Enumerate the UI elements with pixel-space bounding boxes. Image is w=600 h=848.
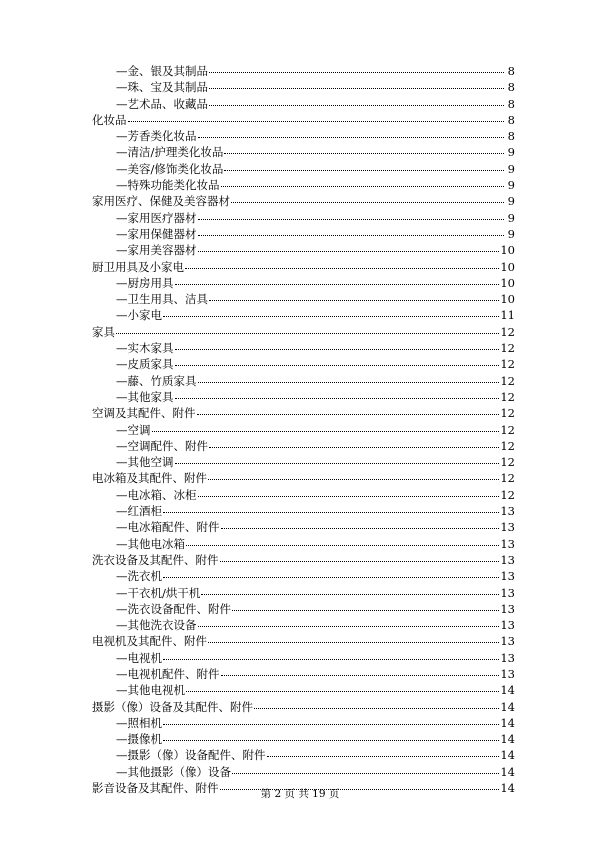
table-of-contents: [92, 63, 515, 796]
dot-leader: [220, 552, 500, 562]
toc-entry-page-number: 8: [507, 129, 515, 144]
toc-entry-page-number: 10: [500, 259, 515, 274]
toc-entry-page-number: 9: [507, 210, 515, 225]
dot-leader: [198, 617, 500, 627]
toc-entry-title: 摄影（像）设备及其配件、附件: [92, 699, 253, 714]
toc-entry-page-number: 9: [507, 145, 515, 160]
dot-leader: [185, 259, 499, 269]
toc-entry-page-number: 12: [500, 389, 515, 404]
dot-leader: [209, 63, 504, 73]
toc-entry-page-number: 14: [500, 699, 515, 714]
dot-leader: [198, 128, 505, 138]
dot-leader: [152, 422, 500, 432]
dot-leader: [232, 601, 499, 611]
toc-entry-subsection[interactable]: [92, 96, 515, 112]
toc-entry-subsection[interactable]: [92, 731, 515, 747]
toc-entry-title: 空调及其配件、附件: [92, 406, 196, 421]
toc-entry-title: 家用医疗、保健及美容器材: [92, 194, 230, 209]
toc-entry-subsection[interactable]: [92, 650, 515, 666]
toc-entry-title: —干衣机/烘干机: [116, 585, 201, 600]
toc-entry-title: —其他家具: [116, 389, 174, 404]
toc-entry-title: —特殊功能类化妆品: [116, 178, 220, 193]
toc-entry-subsection[interactable]: [92, 307, 515, 323]
toc-entry-subsection[interactable]: [92, 210, 515, 226]
toc-entry-page-number: 10: [500, 243, 515, 258]
toc-entry-title: —实木家具: [116, 341, 174, 356]
toc-entry-subsection[interactable]: [92, 275, 515, 291]
dot-leader: [186, 682, 499, 692]
toc-entry-title: —芳香类化妆品: [116, 129, 197, 144]
toc-entry-page-number: 9: [507, 161, 515, 176]
toc-entry-page-number: 13: [500, 601, 515, 616]
toc-entry-subsection[interactable]: [92, 438, 515, 454]
toc-entry-title: —其他空调: [116, 455, 174, 470]
toc-entry-page-number: 12: [500, 487, 515, 502]
toc-entry-subsection[interactable]: [92, 601, 515, 617]
toc-entry-section[interactable]: [92, 552, 515, 568]
dot-leader: [221, 177, 505, 187]
toc-entry-title: —红酒柜: [116, 504, 162, 519]
dot-leader: [198, 487, 500, 497]
toc-entry-page-number: 8: [507, 80, 515, 95]
dot-leader: [198, 210, 505, 220]
dot-leader: [198, 242, 500, 252]
toc-entry-subsection[interactable]: [92, 568, 515, 584]
toc-entry-subsection[interactable]: [92, 128, 515, 144]
dot-leader: [209, 96, 504, 106]
toc-entry-page-number: 12: [500, 422, 515, 437]
toc-entry-subsection[interactable]: [92, 144, 515, 160]
toc-entry-subsection[interactable]: [92, 519, 515, 535]
toc-entry-title: 电视机及其配件、附件: [92, 634, 207, 649]
toc-entry-page-number: 10: [500, 292, 515, 307]
toc-entry-title: —厨房用具: [116, 275, 174, 290]
toc-entry-page-number: 14: [500, 683, 515, 698]
toc-entry-title: —藤、竹质家具: [116, 373, 197, 388]
dot-leader: [163, 715, 499, 725]
toc-entry-subsection[interactable]: [92, 242, 515, 258]
dot-leader: [221, 519, 500, 529]
toc-entry-section[interactable]: [92, 633, 515, 649]
dot-leader: [175, 389, 500, 399]
dot-leader: [208, 633, 499, 643]
toc-entry-page-number: 8: [507, 64, 515, 78]
toc-entry-subsection[interactable]: [92, 585, 515, 601]
dot-leader: [209, 79, 504, 89]
dot-leader: [163, 307, 499, 317]
toc-entry-subsection[interactable]: [92, 161, 515, 177]
toc-entry-title: 家具: [92, 324, 115, 339]
toc-entry-page-number: 13: [500, 585, 515, 600]
toc-entry-page-number: 9: [507, 178, 515, 193]
dot-leader: [163, 568, 499, 578]
dot-leader: [116, 324, 499, 334]
toc-entry-page-number: 12: [500, 373, 515, 388]
dot-leader: [208, 470, 499, 480]
dot-leader: [231, 193, 504, 203]
toc-entry-subsection[interactable]: [92, 715, 515, 731]
toc-entry-page-number: 13: [500, 650, 515, 665]
toc-entry-page-number: 13: [500, 536, 515, 551]
toc-entry-title: —洗衣设备配件、附件: [116, 601, 231, 616]
dot-leader: [175, 454, 500, 464]
toc-entry-title: —家用美容器材: [116, 243, 197, 258]
toc-entry-page-number: 12: [500, 357, 515, 372]
toc-entry-title: —其他电视机: [116, 683, 185, 698]
toc-entry-page-number: 9: [507, 194, 515, 209]
toc-entry-page-number: 12: [500, 455, 515, 470]
toc-entry-page-number: 12: [500, 471, 515, 486]
dot-leader: [175, 356, 500, 366]
toc-entry-title: —其他洗衣设备: [116, 618, 197, 633]
dot-leader: [186, 536, 499, 546]
toc-entry-title: —金、银及其制品: [116, 64, 208, 78]
toc-entry-title: —照相机: [116, 715, 162, 730]
toc-entry-page-number: 12: [500, 324, 515, 339]
toc-entry-title: 化妆品: [92, 112, 127, 127]
toc-entry-subsection[interactable]: [92, 373, 515, 389]
toc-entry-title: —家用保健器材: [116, 226, 197, 241]
toc-entry-page-number: 14: [500, 764, 515, 779]
toc-entry-title: 影音设备及其配件、附件: [92, 781, 219, 796]
toc-entry-page-number: 8: [507, 96, 515, 111]
toc-entry-title: —卫生用具、洁具: [116, 292, 208, 307]
toc-entry-title: 电冰箱及其配件、附件: [92, 471, 207, 486]
toc-entry-section[interactable]: [92, 324, 515, 340]
page-footer: 第 2 页 共 19 页: [260, 788, 340, 800]
toc-entry-section[interactable]: [92, 405, 515, 421]
toc-entry-page-number: 12: [500, 406, 515, 421]
toc-entry-subsection[interactable]: [92, 356, 515, 372]
dot-leader: [201, 585, 499, 595]
toc-entry-title: —清洁/护理类化妆品: [116, 145, 224, 160]
dot-leader: [197, 405, 500, 415]
dot-leader: [163, 650, 499, 660]
toc-entry-title: 洗衣设备及其配件、附件: [92, 552, 219, 567]
toc-entry-title: —电冰箱、冰柜: [116, 487, 197, 502]
toc-entry-title: —家用医疗器材: [116, 210, 197, 225]
toc-entry-title: —皮质家具: [116, 357, 174, 372]
toc-entry-page-number: 14: [500, 715, 515, 730]
toc-entry-page-number: 12: [500, 438, 515, 453]
toc-entry-subsection[interactable]: [92, 666, 515, 682]
dot-leader: [221, 666, 500, 676]
toc-entry-subsection[interactable]: [92, 487, 515, 503]
toc-entry-page-number: 12: [500, 341, 515, 356]
dot-leader: [163, 731, 499, 741]
toc-entry-page-number: 14: [500, 732, 515, 747]
toc-entry-page-number: 13: [500, 634, 515, 649]
toc-entry-section[interactable]: [92, 112, 515, 128]
dot-leader: [224, 161, 504, 171]
toc-entry-title: —洗衣机: [116, 569, 162, 584]
toc-entry-page-number: 13: [500, 569, 515, 584]
dot-leader: [267, 747, 500, 757]
toc-entry-page-number: 13: [500, 666, 515, 681]
toc-entry-subsection[interactable]: [92, 63, 515, 79]
toc-entry-page-number: 11: [500, 308, 515, 323]
toc-entry-title: —空调配件、附件: [116, 438, 208, 453]
toc-entry-subsection[interactable]: [92, 177, 515, 193]
toc-entry-page-number: 13: [500, 618, 515, 633]
toc-entry-title: 厨卫用具及小家电: [92, 259, 184, 274]
toc-entry-subsection[interactable]: [92, 389, 515, 405]
toc-entry-title: —摄像机: [116, 732, 162, 747]
toc-entry-page-number: 14: [500, 748, 515, 763]
toc-entry-subsection[interactable]: [92, 747, 515, 763]
dot-leader: [224, 144, 504, 154]
toc-entry-page-number: 14: [500, 781, 515, 796]
toc-entry-subsection[interactable]: [92, 454, 515, 470]
toc-entry-page-number: 13: [500, 552, 515, 567]
toc-entry-title: —其他电冰箱: [116, 536, 185, 551]
toc-entry-section[interactable]: [92, 193, 515, 209]
toc-entry-page-number: 13: [500, 504, 515, 519]
toc-entry-section[interactable]: [92, 259, 515, 275]
toc-entry-title: —摄影（像）设备配件、附件: [116, 748, 266, 763]
dot-leader: [209, 291, 499, 301]
toc-entry-subsection[interactable]: [92, 79, 515, 95]
dot-leader: [232, 764, 499, 774]
toc-entry-subsection[interactable]: [92, 340, 515, 356]
toc-entry-title: —小家电: [116, 308, 162, 323]
toc-entry-section[interactable]: [92, 470, 515, 486]
dot-leader: [175, 275, 500, 285]
toc-entry-title: —电视机: [116, 650, 162, 665]
dot-leader: [254, 699, 499, 709]
toc-entry-title: —空调: [116, 422, 151, 437]
toc-entry-title: —珠、宝及其制品: [116, 80, 208, 95]
toc-entry-title: —电视机配件、附件: [116, 666, 220, 681]
toc-entry-page-number: 10: [500, 275, 515, 290]
toc-entry-title: —美容/修饰类化妆品: [116, 161, 224, 176]
dot-leader: [163, 503, 499, 513]
toc-entry-section[interactable]: [92, 699, 515, 715]
dot-leader: [198, 226, 505, 236]
toc-entry-subsection[interactable]: [92, 764, 515, 780]
dot-leader: [198, 373, 500, 383]
toc-entry-page-number: 9: [507, 226, 515, 241]
toc-entry-subsection[interactable]: [92, 503, 515, 519]
toc-entry-subsection[interactable]: [92, 226, 515, 242]
toc-entry-subsection[interactable]: [92, 291, 515, 307]
toc-entry-subsection[interactable]: [92, 536, 515, 552]
toc-entry-subsection[interactable]: [92, 682, 515, 698]
toc-entry-title: —艺术品、收藏品: [116, 96, 208, 111]
dot-leader: [175, 340, 500, 350]
toc-entry-page-number: 8: [507, 112, 515, 127]
toc-entry-title: —电冰箱配件、附件: [116, 520, 220, 535]
toc-entry-subsection[interactable]: [92, 422, 515, 438]
dot-leader: [128, 112, 505, 122]
toc-entry-title: —其他摄影（像）设备: [116, 764, 231, 779]
dot-leader: [209, 438, 499, 448]
toc-entry-page-number: 13: [500, 520, 515, 535]
toc-entry-subsection[interactable]: [92, 617, 515, 633]
